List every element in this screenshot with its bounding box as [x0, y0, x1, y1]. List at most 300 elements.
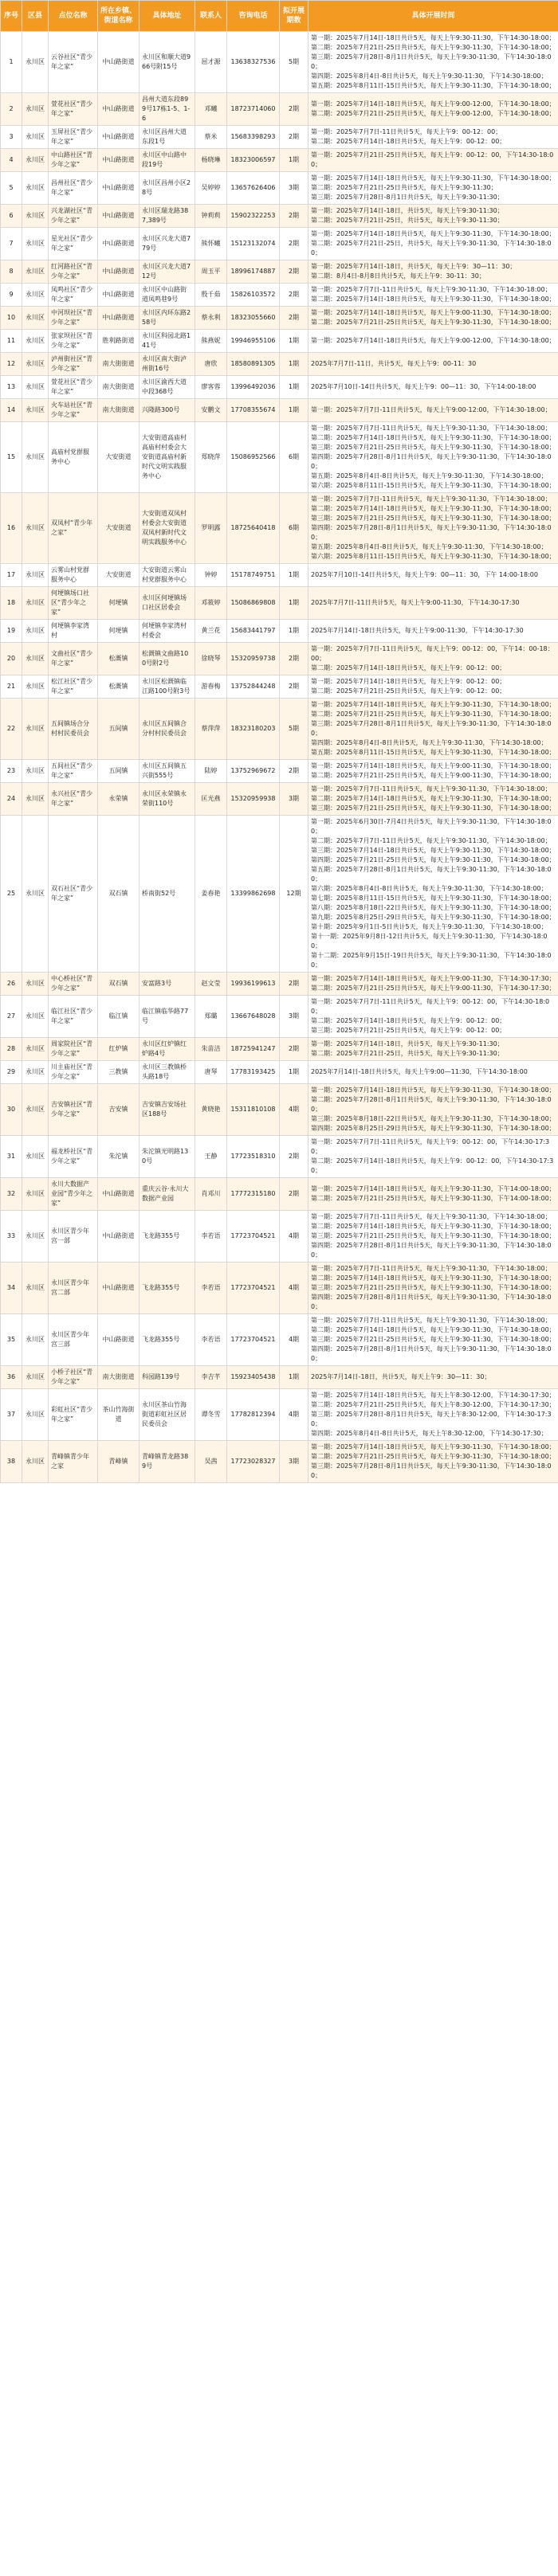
cell-county: 永川区 — [22, 1084, 49, 1136]
cell-contact: 蔡萍萍 — [195, 699, 227, 760]
cell-address: 飞龙路355号 — [140, 1314, 195, 1366]
time-line: 2025年7月7日-11日共计5天，每天上午9:00-11:30，下午14:30-17:30 — [311, 599, 520, 606]
cell-county: 永川区 — [22, 353, 49, 376]
cell-no: 12 — [1, 353, 22, 376]
time-line: 第一期：2025年7月21日-25日共计5天，每天上午9：00-12：00，下午14:30-18:00； — [311, 151, 554, 168]
time-line: 第六期：2025年8月11日-15日共计5天，每天上午9:30-11:30，下午14:30-18:00； — [311, 482, 556, 489]
table-row — [1, 760, 558, 783]
time-line: 第四期：2025年7月28日-8月1日共计5天，每天上午9:30-11:30，下午14:30-18:00； — [311, 1294, 552, 1310]
time-line: 第七期：2025年8月11日-15日共计5天，每天上午9:30-11:30，下午14:30-18:00； — [311, 895, 556, 902]
cell-times — [308, 228, 558, 260]
cell-address: 吉安镇吉安场社区188号 — [140, 1084, 195, 1136]
time-line: 第一期：2025年7月7日-11日共计5天，每天上午9:30-11:30，下午14:30-18:00； — [311, 425, 552, 432]
table-row — [1, 422, 558, 493]
cell-county: 永川区 — [22, 1314, 49, 1366]
table-row — [1, 1211, 558, 1263]
time-line: 第四期：2025年7月21日-25日共计5天，每天上午9:30-11:30，下午14:30-18:00； — [311, 856, 556, 863]
cell-periods: 4期 — [280, 1211, 308, 1263]
cell-site-name: 云谷社区“青少年之家” — [49, 32, 98, 93]
cell-town: 双石镇 — [98, 973, 140, 996]
time-line: 2025年7月14日-18日共计5天，每天上午9:00-11:30，下午14:30-17:30 — [311, 627, 524, 634]
cell-times — [308, 1389, 558, 1441]
cell-no: 8 — [1, 260, 22, 284]
cell-town: 何埂镇 — [98, 587, 140, 620]
time-line: 第二期：2025年7月14日-18日共计5天，每天上午9：00-12：00； — [311, 664, 506, 671]
time-line: 第一期：2025年7月7日-11日共计5天，每天上午9:30-11:30，下午14:30-18:00； — [311, 495, 552, 503]
cell-times — [308, 620, 558, 643]
time-line: 第一期：2025年7月14日-18日共计5天，每天上午9:30-11:30，下午14:30-18:00； — [311, 1443, 556, 1450]
cell-no: 16 — [1, 493, 22, 564]
cell-times — [308, 816, 558, 973]
time-line: 第三期：2025年7月21日-25日共计5天，每天上午9：00-12：00； — [311, 1027, 506, 1034]
table-row — [1, 260, 558, 284]
cell-no: 2 — [1, 93, 22, 126]
cell-periods: 2期 — [280, 675, 308, 699]
cell-no: 25 — [1, 816, 22, 973]
cell-periods: 3期 — [280, 996, 308, 1038]
cell-town: 南大街街道 — [98, 353, 140, 376]
table-body — [1, 32, 558, 1483]
cell-periods: 2期 — [280, 1038, 308, 1061]
cell-contact: 安鹏文 — [195, 399, 227, 422]
cell-contact: 熊燕妮 — [195, 330, 227, 353]
cell-contact: 蔡永利 — [195, 307, 227, 330]
cell-address: 大安街道高庙村高庙村村委会大安街道高庙村新时代文明实践服务中心 — [140, 422, 195, 493]
col-header-contact: 联系人 — [195, 1, 227, 32]
cell-site-name: 火车站社区“青少年之家” — [49, 399, 98, 422]
cell-times — [308, 973, 558, 996]
cell-periods: 1期 — [280, 1366, 308, 1389]
cell-contact: 游春梅 — [195, 675, 227, 699]
cell-address: 永川区松溉镇临江路100号附3号 — [140, 675, 195, 699]
cell-times — [308, 1084, 558, 1136]
cell-periods: 1期 — [280, 587, 308, 620]
cell-contact: 徐晓琴 — [195, 643, 227, 675]
time-line: 第二期：2025年7月21日-25日，共计5天，每天上午9:30-11:30，下午14:30-18:00； — [311, 240, 552, 256]
time-line: 第一期：2025年7月14日-18日共计5天，每天上午9:30-11:30，下午14:30-18:00； — [311, 230, 556, 237]
cell-site-name: 萱花社区“青少年之家” — [49, 93, 98, 126]
cell-phone: 17723518310 — [227, 1136, 280, 1178]
cell-periods: 5期 — [280, 699, 308, 760]
cell-county: 永川区 — [22, 996, 49, 1038]
cell-times — [308, 1136, 558, 1178]
time-line: 第十期：2025年9月1日-5日共计5天，每天上午9:30-11:30，下午14:30-18:00； — [311, 923, 548, 930]
cell-times — [308, 126, 558, 149]
cell-phone: 15826103572 — [227, 284, 280, 307]
cell-no: 38 — [1, 1441, 22, 1483]
cell-times — [308, 330, 558, 353]
cell-contact: 钟莉莉 — [195, 205, 227, 228]
cell-times — [308, 643, 558, 675]
time-line: 第一期：2025年7月7日-11日共计5天，每天上午9:30-11:30，下午14:30-18:00； — [311, 1213, 552, 1220]
cell-no: 13 — [1, 376, 22, 399]
table-row — [1, 620, 558, 643]
cell-phone: 18323055660 — [227, 307, 280, 330]
cell-periods: 2期 — [280, 307, 308, 330]
cell-no: 32 — [1, 1178, 22, 1211]
time-line: 第二期：2025年7月21日-25日共计5天，每天上午8:30-12:00，下午14:30-17:30； — [311, 1401, 556, 1408]
time-line: 第一期：2025年7月14日-18日共计5天，每天上午9:00-12:00，下午14:30-18:00； — [311, 100, 556, 108]
cell-town: 大安街道 — [98, 493, 140, 564]
cell-periods: 1期 — [280, 1061, 308, 1084]
cell-county: 永川区 — [22, 205, 49, 228]
time-line: 第二期：2025年7月7日-11日共计5天，每天上午9:30-11:30，下午14:30-18:00； — [311, 837, 552, 844]
cell-county: 永川区 — [22, 93, 49, 126]
cell-times — [308, 307, 558, 330]
cell-periods: 3期 — [280, 783, 308, 816]
cell-site-name: 松江社区“青少年之家” — [49, 675, 98, 699]
time-line: 第一期：2025年7月7日-11日共计5天，每天上午9:30-11:30，下午14:30-18:00； — [311, 785, 552, 793]
cell-town: 红炉镇 — [98, 1038, 140, 1061]
cell-contact: 李吉芊 — [195, 1366, 227, 1389]
time-line: 第四期：2025年8月4日-8日共计5天，每天上午9:30-11:30，下午14:30-18:00； — [311, 739, 548, 746]
cell-town: 三教镇 — [98, 1061, 140, 1084]
cell-address: 重庆云谷·永川大数据产业园 — [140, 1178, 195, 1211]
cell-no: 33 — [1, 1211, 22, 1263]
cell-times — [308, 587, 558, 620]
cell-phone: 13996492036 — [227, 376, 280, 399]
cell-no: 11 — [1, 330, 22, 353]
time-line: 2025年7月14日-18日共计5天，每天上午9:00—11:30，下午14:30-18:00 — [311, 1068, 528, 1075]
cell-address: 兴隆路300号 — [140, 399, 195, 422]
time-line: 第九期：2025年8月25日-29日共计5天，每天上午9:30-11:30，下午14:30-18:00； — [311, 914, 556, 921]
cell-phone: 18580891305 — [227, 353, 280, 376]
cell-contact: 肖邓川 — [195, 1178, 227, 1211]
table-row — [1, 205, 558, 228]
time-line: 第二期：8月4日-8月8日共计5天，每天上午9：30-11：30； — [311, 272, 485, 280]
cell-county: 永川区 — [22, 422, 49, 493]
cell-no: 28 — [1, 1038, 22, 1061]
time-line: 第四期：2025年7月28日-8月1日共计5天，每天上午9:30-11:30，下午14:30-18:00； — [311, 1242, 552, 1259]
cell-site-name: 双石社区“青少年之家” — [49, 816, 98, 973]
cell-no: 35 — [1, 1314, 22, 1366]
table-row — [1, 228, 558, 260]
cell-county: 永川区 — [22, 587, 49, 620]
cell-town: 中山路街道 — [98, 1178, 140, 1211]
cell-county: 永川区 — [22, 284, 49, 307]
time-line: 第一期：2025年7月14日-18日共计5天，每天上午9:30-11:30，下午14:30-18:00； — [311, 34, 556, 41]
cell-periods: 1期 — [280, 564, 308, 587]
cell-times — [308, 1061, 558, 1084]
cell-phone: 18323180203 — [227, 699, 280, 760]
cell-site-name: 五间社区“青少年之家” — [49, 760, 98, 783]
cell-no: 24 — [1, 783, 22, 816]
cell-phone: 15923405438 — [227, 1366, 280, 1389]
cell-address: 松溉镇文曲路100号附2号 — [140, 643, 195, 675]
col-header-town: 所在乡镇、街道名称 — [98, 1, 140, 32]
cell-town: 中山路街道 — [98, 149, 140, 172]
cell-phone: 15320959738 — [227, 643, 280, 675]
cell-town: 中山路街道 — [98, 228, 140, 260]
cell-site-name: 小桥子社区“青少年之家” — [49, 1366, 98, 1389]
cell-contact: 王静 — [195, 1136, 227, 1178]
cell-site-name: 中河坝社区“青少年之家” — [49, 307, 98, 330]
header-row — [1, 1, 558, 32]
cell-county: 永川区 — [22, 1061, 49, 1084]
cell-phone: 17723704521 — [227, 1263, 280, 1314]
cell-town: 中山路街道 — [98, 307, 140, 330]
cell-contact: 屈才源 — [195, 32, 227, 93]
time-line: 第四期：2025年8月4日-8日共计5天，每天上午9:30-11:30，下午14:30-18:00； — [311, 72, 548, 80]
cell-times — [308, 205, 558, 228]
cell-phone: 15683441797 — [227, 620, 280, 643]
time-line: 第一期：2025年7月14日-18日共计5天，每天上午9:30-11:30，下午14:30-18:00； — [311, 1086, 556, 1094]
cell-address: 永川区中山路中段19号 — [140, 149, 195, 172]
cell-times — [308, 32, 558, 93]
table-row — [1, 493, 558, 564]
cell-contact: 谭冬雪 — [195, 1389, 227, 1441]
cell-town: 何埂镇 — [98, 620, 140, 643]
cell-address: 永川区昌州小区28号 — [140, 172, 195, 205]
cell-county: 永川区 — [22, 1211, 49, 1263]
time-line: 第二期：2025年7月21日-25日共计5天，每天上午9:30-11:30，下午14:30-18:00； — [311, 319, 556, 326]
time-line: 第二期：2025年7月14日-18日共计5天，每天上午9：00-12：00； — [311, 138, 506, 145]
cell-times — [308, 1211, 558, 1263]
table-row — [1, 149, 558, 172]
col-header-no: 序号 — [1, 1, 22, 32]
cell-contact: 唐琴 — [195, 1061, 227, 1084]
cell-phone: 19936199613 — [227, 973, 280, 996]
cell-county: 永川区 — [22, 32, 49, 93]
cell-address: 永川区茶山竹海街道彩虹社区居民委员会 — [140, 1389, 195, 1441]
cell-times — [308, 1441, 558, 1483]
time-line: 第一期：2025年7月14日-18日共计5天，每天上午8:30-12:00，下午14:30-17:30； — [311, 1392, 556, 1399]
cell-town: 茶山竹海街道 — [98, 1389, 140, 1441]
time-line: 第二期：2025年7月21日-25日共计5天，每天上午9:30-11:30； — [311, 184, 497, 191]
cell-contact: 罗明露 — [195, 493, 227, 564]
cell-county: 永川区 — [22, 330, 49, 353]
time-line: 第三期：2025年8月18日-22日共计5天，每天上午9:30-11:30，下午14:30-18:00； — [311, 1115, 556, 1122]
cell-times — [308, 149, 558, 172]
cell-times — [308, 260, 558, 284]
cell-phone: 13752969672 — [227, 760, 280, 783]
cell-site-name: 彩虹社区“青少年之家” — [49, 1389, 98, 1441]
cell-address: 永川区何埂镇场口社区居委会 — [140, 587, 195, 620]
cell-address: 朱沱镇光明路130号 — [140, 1136, 195, 1178]
cell-periods: 1期 — [280, 376, 308, 399]
cell-times — [308, 353, 558, 376]
cell-address: 永川区兴龙大道779号 — [140, 228, 195, 260]
cell-periods: 1期 — [280, 620, 308, 643]
cell-phone: 18725941247 — [227, 1038, 280, 1061]
cell-no: 19 — [1, 620, 22, 643]
cell-phone: 13638327536 — [227, 32, 280, 93]
cell-site-name: 泸州街社区“青少年之家” — [49, 353, 98, 376]
cell-town: 南大街街道 — [98, 376, 140, 399]
cell-county: 永川区 — [22, 643, 49, 675]
cell-times — [308, 93, 558, 126]
cell-periods: 2期 — [280, 228, 308, 260]
cell-address: 永川区五间镇五兴街555号 — [140, 760, 195, 783]
cell-county: 永川区 — [22, 260, 49, 284]
table-row — [1, 699, 558, 760]
cell-county: 永川区 — [22, 1136, 49, 1178]
cell-town: 临江镇 — [98, 996, 140, 1038]
cell-county: 永川区 — [22, 675, 49, 699]
cell-periods: 2期 — [280, 93, 308, 126]
cell-site-name: 萱花社区“青少年之家” — [49, 376, 98, 399]
time-line: 第二期：2025年7月21日-25日，共计5天，每天上午9:30-11:30； — [311, 1050, 504, 1057]
cell-site-name: 何埂镇场口社区“青少年之家” — [49, 587, 98, 620]
table-row — [1, 587, 558, 620]
cell-times — [308, 1366, 558, 1389]
cell-phone: 19946955106 — [227, 330, 280, 353]
cell-site-name: 吉安镇社区“青少年之家” — [49, 1084, 98, 1136]
cell-address: 永川区和顺大道966号附15号 — [140, 32, 195, 93]
table-row — [1, 399, 558, 422]
cell-times — [308, 996, 558, 1038]
table-row — [1, 1038, 558, 1061]
cell-periods: 5期 — [280, 32, 308, 93]
cell-periods: 1期 — [280, 353, 308, 376]
cell-phone: 18723714060 — [227, 93, 280, 126]
cell-phone: 15902322253 — [227, 205, 280, 228]
cell-periods: 1期 — [280, 330, 308, 353]
cell-site-name: 玉屏社区“青少年之家” — [49, 126, 98, 149]
cell-county: 永川区 — [22, 1441, 49, 1483]
time-line: 第二期：2025年7月21日-25日共计5天，每天上午9:30-11:30，下午14:30-18:00； — [311, 711, 556, 718]
cell-town: 中山路街道 — [98, 172, 140, 205]
cell-contact: 吴茜 — [195, 1441, 227, 1483]
time-line: 第一期：2025年7月7日-11日共计5天，每天上午9：00-12：00； — [311, 128, 502, 135]
cell-address: 永川区南大街泸州街16号 — [140, 353, 195, 376]
cell-contact: 姜春艳 — [195, 816, 227, 973]
cell-contact: 杨晓琳 — [195, 149, 227, 172]
cell-site-name: 何埂镇李家湾村 — [49, 620, 98, 643]
time-line: 第二期：2025年7月21日-25日共计5天，每天上午9:30-11:30，下午14:00-18:00； — [311, 1195, 556, 1202]
table-row — [1, 172, 558, 205]
cell-town: 中山路街道 — [98, 93, 140, 126]
cell-times — [308, 172, 558, 205]
cell-contact: 廖客蓉 — [195, 376, 227, 399]
col-header-phone: 咨询电话 — [227, 1, 280, 32]
cell-site-name: 星光社区“青少年之家” — [49, 228, 98, 260]
col-header-county: 区县 — [22, 1, 49, 32]
cell-times — [308, 1178, 558, 1211]
time-line: 2025年7月7日-11日，共计5天，每天上午9：00-11：30 — [311, 360, 477, 367]
time-line: 第十二期：2025年9月15日-19日共计5天，每天上午9:30-11:30，下午14:30-18:00； — [311, 952, 552, 969]
cell-phone: 17723704521 — [227, 1211, 280, 1263]
time-line: 第六期：2025年8月4日-8日共计5天，每天上午9:30-11:30，下午14:30-18:00； — [311, 885, 548, 892]
cell-county: 永川区 — [22, 1178, 49, 1211]
cell-site-name: 凤鸣社区“青少年之家” — [49, 284, 98, 307]
table-row — [1, 643, 558, 675]
cell-no: 14 — [1, 399, 22, 422]
cell-town: 朱沱镇 — [98, 1136, 140, 1178]
cell-no: 31 — [1, 1136, 22, 1178]
cell-times — [308, 675, 558, 699]
cell-periods: 2期 — [280, 643, 308, 675]
cell-county: 永川区 — [22, 564, 49, 587]
cell-no: 37 — [1, 1389, 22, 1441]
time-line: 第三期：2025年7月21日-25日共计5天，每天上午9:30-11:30，下午14:30-18:00； — [311, 1284, 556, 1291]
cell-no: 15 — [1, 422, 22, 493]
table-row — [1, 1366, 558, 1389]
time-line: 2025年7月14日-18日，共计5天，每天上午9：30—11：30； — [311, 1373, 491, 1380]
table-row — [1, 1441, 558, 1483]
cell-phone: 15320959938 — [227, 783, 280, 816]
table-row — [1, 353, 558, 376]
cell-no: 7 — [1, 228, 22, 260]
cell-town: 松溉镇 — [98, 643, 140, 675]
cell-periods: 6期 — [280, 422, 308, 493]
time-line: 第二期：2025年7月21日-25日，共计5天，每天上午9:30-11:30； — [311, 217, 504, 224]
time-line: 第一期：2025年7月14日-18日共计5天，每天上午9:30-11:30，下午14:30-18:00； — [311, 701, 556, 708]
cell-site-name: 文曲社区“青少年之家” — [49, 643, 98, 675]
cell-county: 永川区 — [22, 760, 49, 783]
time-line: 第一期：2025年7月7日-11日共计5天，每天上午9:30-11:30，下午14:30-18:00； — [311, 1317, 552, 1324]
table-row — [1, 32, 558, 93]
cell-phone: 18323006597 — [227, 149, 280, 172]
cell-town: 五间镇 — [98, 760, 140, 783]
time-line: 第三期：2025年7月28日-8月1日共计5天，每天上午9:30-11:30，下午14:30-18:00； — [311, 53, 552, 70]
time-line: 第一期：2025年7月14日-18日共计5天，每天上午9:30-11:30，下午14:30-18:00； — [311, 174, 556, 182]
time-line: 第三期：2025年7月28日-8月1日共计5天，每天上午9:30-11:30，下午14:30-18:00； — [311, 720, 552, 737]
cell-site-name: 永川区青少年宫三部 — [49, 1314, 98, 1366]
time-line: 第三期：2025年7月28日-8月1日共计5天，每天上午9:30-11:30； — [311, 194, 504, 201]
cell-town: 中山路街道 — [98, 260, 140, 284]
table-row — [1, 996, 558, 1038]
table-row — [1, 1314, 558, 1366]
cell-address: 永川区中山路街道凤鸣巷9号 — [140, 284, 195, 307]
cell-no: 6 — [1, 205, 22, 228]
time-line: 第三期：2025年7月21日-25日共计5天，每天上午9:30-11:30，下午14:30-18:00； — [311, 1232, 556, 1239]
cell-periods: 2期 — [280, 205, 308, 228]
table-row — [1, 816, 558, 973]
cell-phone: 17772315180 — [227, 1178, 280, 1211]
time-line: 第五期：2025年8月4日-8日共计5天，每天上午9:30-11:30，下午14:30-18:00； — [311, 472, 548, 480]
cell-times — [308, 760, 558, 783]
time-line: 第一期：2025年7月7日-11日共计5天，每天上午9:00-12:00，下午14:30-18:00； — [311, 406, 552, 413]
time-line: 第八期：2025年8月18日-22日共计5天，每天上午9:30-11:30，下午14:30-18:00； — [311, 904, 556, 911]
time-line: 第三期：2025年7月21日-25日共计5天，每天上午9:30-11:30，下午14:30-18:00； — [311, 515, 556, 522]
cell-no: 17 — [1, 564, 22, 587]
time-line: 第十一期：2025年9月8日-12日共计5天，每天上午9:30-11:30，下午14:30-18:00； — [311, 933, 548, 949]
cell-periods: 4期 — [280, 1084, 308, 1136]
time-line: 第二期：2025年7月14日-18日共计5天，每天上午9:30-11:30，下午14:30-18:00； — [311, 1274, 556, 1282]
cell-county: 永川区 — [22, 1366, 49, 1389]
cell-county: 永川区 — [22, 620, 49, 643]
cell-site-name: 川主庙社区“青少年之家” — [49, 1061, 98, 1084]
time-line: 第二期：2025年7月28日-8月1日共计5天，每天上午9:30-11:30，下午14:30-18:00； — [311, 1096, 552, 1113]
cell-phone: 13752844248 — [227, 675, 280, 699]
cell-no: 18 — [1, 587, 22, 620]
time-line: 第三期：2025年7月28日-8月1日共计5天，每天上午9:30-11:30，下午14:30-18:00； — [311, 1462, 552, 1479]
cell-periods: 2期 — [280, 973, 308, 996]
cell-contact: 李若语 — [195, 1314, 227, 1366]
cell-phone: 15683398293 — [227, 126, 280, 149]
cell-address: 桥南街52号 — [140, 816, 195, 973]
time-line: 第六期：2025年8月11日-15日共计5天，每天上午9:30-11:30，下午14:30-18:00； — [311, 553, 556, 560]
time-line: 第二期：2025年7月14日-18日共计5天，每天上午9:30-11:30，下午14:30-18:00； — [311, 505, 556, 512]
time-line: 第一期：2025年7月14日-18日共计5天，每天上午9：00-12：00； — [311, 678, 506, 685]
cell-phone: 15086869808 — [227, 587, 280, 620]
time-line: 第一期：2025年7月14日-18日共计5天，每天上午9:30-11:30，下午14:00-18:00； — [311, 1185, 556, 1192]
cell-periods: 4期 — [280, 1263, 308, 1314]
cell-contact: 殷千茹 — [195, 284, 227, 307]
cell-contact: 邓筱婷 — [195, 587, 227, 620]
cell-contact: 郑璐 — [195, 996, 227, 1038]
cell-site-name: 昌州社区“青少年之家” — [49, 172, 98, 205]
table-row — [1, 1389, 558, 1441]
cell-address: 永川区瑞龙路387,389号 — [140, 205, 195, 228]
table-row — [1, 93, 558, 126]
cell-periods: 2期 — [280, 284, 308, 307]
cell-address: 永川区昌州大道东段1号 — [140, 126, 195, 149]
time-line: 第一期：2025年7月14日-18日共计5天，每天上午9:00-11:30，下午14:30-18:00； — [311, 309, 556, 316]
cell-phone: 13667648028 — [227, 996, 280, 1038]
cell-site-name: 临江社区“青少年之家” — [49, 996, 98, 1038]
